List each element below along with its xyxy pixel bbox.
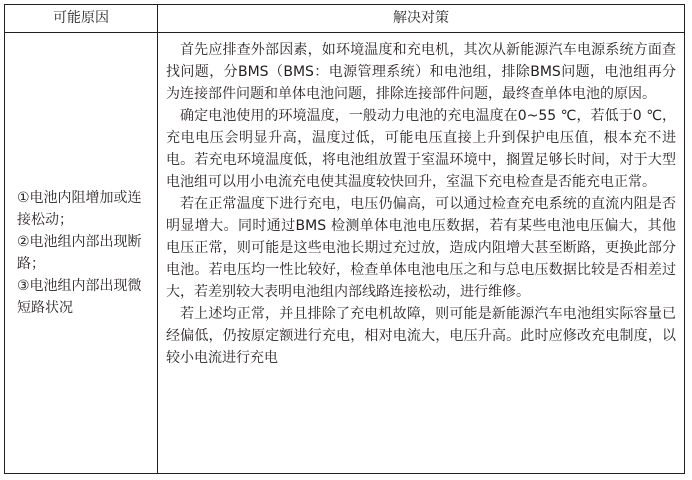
cause-list: [17, 187, 151, 319]
solution-paragraph-4: 若上述均正常，并且排除了充电机故障，则可能是新能源汽车电池组实际容量已经偏低，仍按原定额进行充电，相对电流大，电压升高。此时应修改充电制度，以较小电流进行充电: [166, 306, 676, 366]
troubleshooting-table: [4, 4, 685, 474]
cause-item-3: ③电池组内部出现微短路状况: [17, 278, 142, 316]
header-cause: 可能原因: [53, 10, 109, 26]
solution-paragraph-1: 首先应排查外部因素，如环境温度和充电机，其次从新能源汽车电源系统方面查找问题，分BMS（BMS：电源管理系统）和电池组，排除BMS问题，电池组再分为连接部件问题和单体电池问题，排除连接部件问题，最终查单体电池的原因。: [166, 42, 676, 102]
cause-cell: [5, 33, 157, 473]
header-solution: 解决对策: [393, 10, 449, 26]
cause-item-1: ①电池内阻增加或连接松动；: [17, 190, 142, 228]
solution-paragraph-2: 确定电池使用的环境温度，一般动力电池的充电温度在0~55 ℃，若低于0 ℃，充电电压会明显升高，温度过低，可能电压直接上升到保护电压值，根本充不进电。若充电环境温度低，将电池组放置于室温环境中，搁置足够长时间，对于大型电池组可以用小电流充电使其温度较快回升，室温下充电检查是否能充电正常。: [166, 108, 676, 190]
solution-cell: [158, 33, 684, 473]
cause-item-2: ②电池组内部出现断路；: [17, 234, 142, 272]
table-header-row: [5, 5, 684, 33]
solution-paragraph-3: 若在正常温度下进行充电，电压仍偏高，可以通过检查充电系统的直流内阻是否明显增大。同时通过BMS 检测单体电池电压数据，若有某些电池电压偏大，其他电压正常，则可能是这些电池长期过充过放，造成内阻增大甚至断路，更换此部分电池。若电压均一性比较好，检查单体电池电压之和与总电压数据比较是否相差过大，若差别较大表明电池组内部线路连接松动，进行维修。: [166, 196, 676, 300]
